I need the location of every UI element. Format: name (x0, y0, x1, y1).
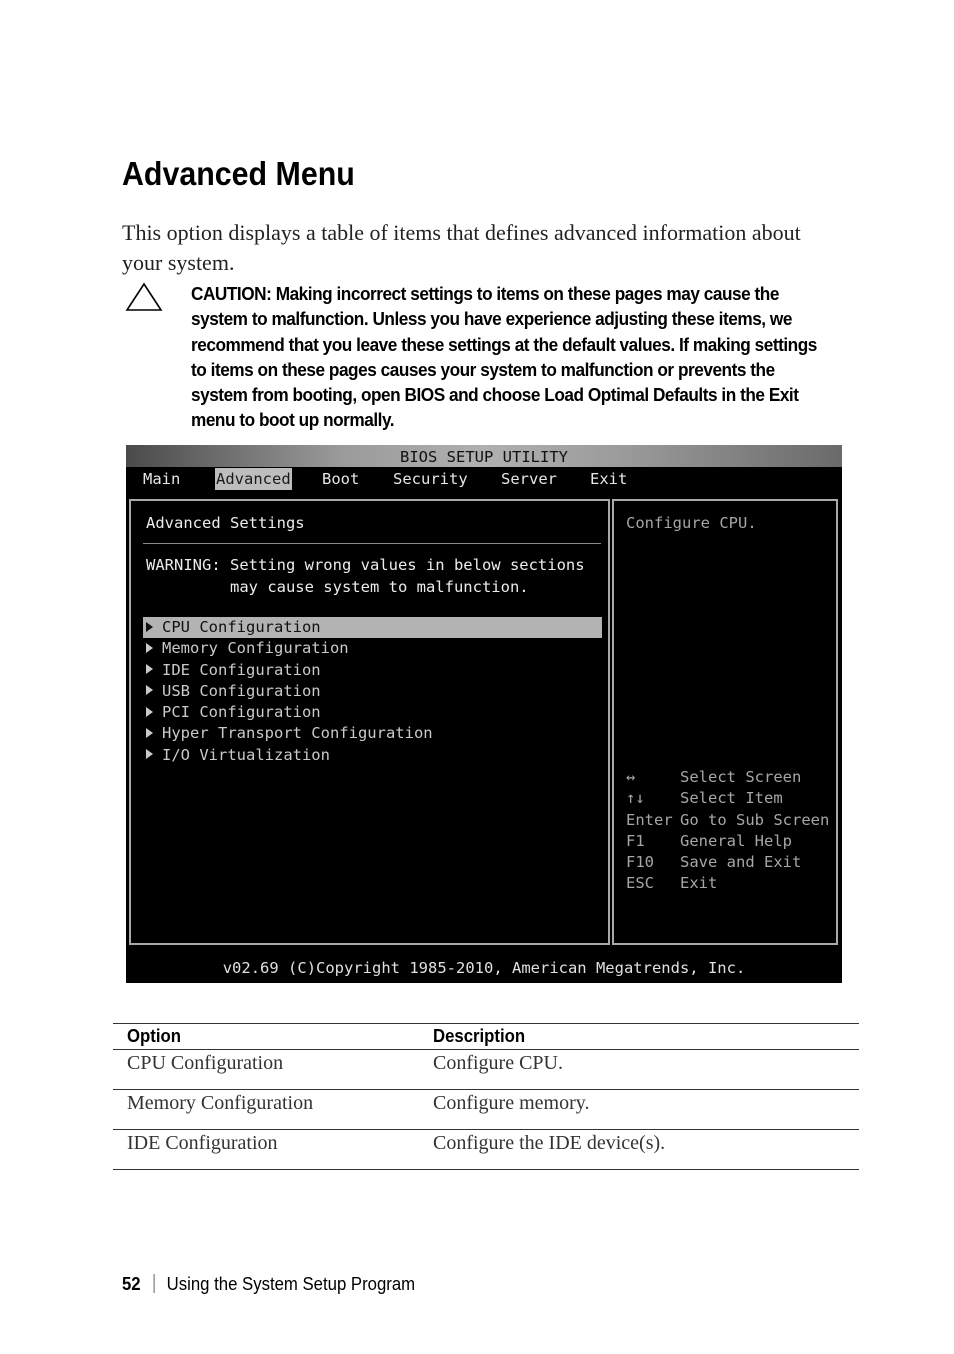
bios-item-usb-configuration[interactable]: USB Configuration (143, 681, 602, 702)
footer-separator (154, 1274, 155, 1293)
bios-title: BIOS SETUP UTILITY (400, 448, 568, 466)
arrow-right-icon (146, 643, 153, 653)
table-cell-description: Configure CPU. (433, 1052, 563, 1074)
table-cell-description: Configure memory. (433, 1092, 590, 1114)
bios-warning-line: WARNING: Setting wrong values in below sections (146, 556, 585, 574)
bios-menu-server[interactable]: Server (501, 470, 557, 488)
bios-menu-main[interactable]: Main (143, 470, 181, 488)
page-footer (122, 1272, 415, 1296)
bios-section-title: Advanced Settings (146, 514, 305, 532)
arrow-right-icon (146, 664, 153, 674)
arrow-right-icon (146, 622, 153, 632)
bios-screenshot (126, 445, 842, 983)
table-rule (113, 1169, 859, 1170)
table-cell-option: Memory Configuration (127, 1092, 314, 1114)
key-legend-row: Enter Go to Sub Screen (626, 810, 830, 829)
key-legend-row: ESC Exit (626, 874, 718, 893)
table-header-description: Description (433, 1026, 526, 1046)
bios-key-legend (626, 767, 829, 895)
table-header-option: Option (127, 1026, 181, 1046)
bios-divider (143, 543, 601, 544)
bios-item-io-virtualization[interactable]: I/O Virtualization (143, 745, 602, 766)
key-legend-row: F10 Save and Exit (626, 853, 802, 872)
bios-help-panel (612, 499, 838, 945)
bios-item-pci-configuration[interactable]: PCI Configuration (143, 702, 602, 723)
bios-help-text: Configure CPU. (626, 514, 757, 532)
bios-item-hyper-transport-configuration[interactable]: Hyper Transport Configuration (143, 723, 602, 744)
caution-triangle-icon (125, 282, 163, 312)
bios-item-cpu-configuration[interactable]: CPU Configuration (143, 617, 602, 638)
footer-section-title: Using the System Setup Program (166, 1274, 416, 1294)
table-cell-description: Configure the IDE device(s). (433, 1132, 666, 1154)
bios-item-memory-configuration[interactable]: Memory Configuration (143, 638, 602, 659)
bios-menu-security[interactable]: Security (393, 470, 468, 488)
page-title: Advanced Menu (122, 155, 355, 192)
arrow-right-icon (146, 685, 153, 695)
page-number: 52 (122, 1274, 141, 1294)
table-cell-option: CPU Configuration (127, 1052, 284, 1074)
bios-menu-exit[interactable]: Exit (590, 470, 628, 488)
bios-settings-panel (129, 499, 610, 945)
table-cell-option: IDE Configuration (127, 1132, 278, 1154)
caution-note: CAUTION: Making incorrect settings to items on these pages may cause the system to malfunction. Unless you have experience adjusting these items, we recommend that you leave these settings at the default values. If making settings to items on these pages causes your system to malfunction or prevents the system from booting, open BIOS and choose Load Optimal Defaults in the Exit menu to boot up normally. (191, 283, 817, 431)
arrow-right-icon (146, 749, 153, 759)
bios-warning-line: may cause system to malfunction. (146, 578, 529, 596)
bios-item-ide-configuration[interactable]: IDE Configuration (143, 660, 602, 681)
key-legend-row: ↔ Select Screen (626, 768, 802, 786)
intro-paragraph: This option displays a table of items that defines advanced information about your system. (122, 220, 801, 275)
key-legend-row: F1 General Help (626, 831, 792, 850)
key-legend-row: ↑↓ Select Item (626, 789, 783, 808)
bios-submenu-list (143, 617, 602, 766)
bios-copyright: v02.69 (C)Copyright 1985-2010, American Megatrends, Inc. (222, 959, 746, 977)
arrow-right-icon (146, 707, 153, 717)
bios-menu-boot[interactable]: Boot (322, 470, 360, 488)
bios-menu-advanced[interactable]: Advanced (216, 470, 291, 488)
arrow-right-icon (146, 728, 153, 738)
